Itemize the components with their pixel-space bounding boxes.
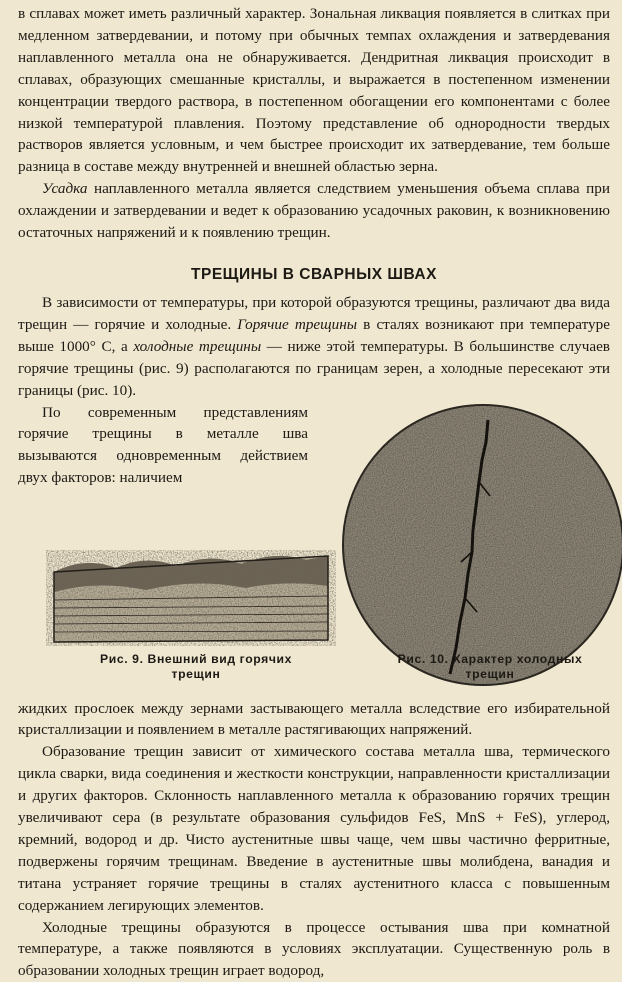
paragraph-cracks-intro — [18, 292, 610, 402]
paragraph-crack-factors: Образование трещин зависит от химического состава металла шва, термического цикла сварки, вида соединения и жесткости конструкции, направленности кристаллизации и других факторов. Склонность наплавленного металла к образованию горячих трещин увеличивают сера (в результате образования сульфидов FeS, MnS + FeS), углерод, кремний, водород и др. Чисто аустенитные швы чаще, чем швы частично ферритные, подвержены горячим трещинам. Введение в аустенитные швы молибдена, ванадия и титана устраняет горячие трещины в сталях аустенитного класса с повышенным содержанием легирующих элементов. — [18, 743, 610, 914]
paragraph-liquid-layers: жидких прослоек между зернами застывающего металла вследствие его избирательной кристаллизации и появлением в металле растягивающих напряжений. — [18, 699, 610, 739]
figure-9-caption-line-2: трещин — [171, 666, 221, 681]
figure-9-caption — [46, 652, 346, 682]
cracks-intro-text-3: — ниже этой температуры. В большинстве случаев горячие трещины (рис. 9) располагаются по границам зерен, а холодные пересекают эти границы (рис. 10). — [18, 337, 610, 399]
paragraph-cold-cracks: Холодные трещины образуются в процессе остывания шва при комнатной температуре, а также появляются в условиях эксплуатации. Существенную роль в образовании холодных трещин играет водород, — [18, 918, 610, 980]
shrinkage-text: наплавленного металла является следствием уменьшения объема сплава при охлаждении и затвердевании и ведет к образованию усадочных раковин, к возникновению остаточных напряжений и к появлению трещин. — [18, 180, 610, 242]
figures-block — [18, 402, 610, 692]
cracks-intro-text-1: В зависимости от температуры, при которой образуются трещины, различают два вида трещин — горячие и холодные. — [18, 293, 610, 333]
term-cold-cracks: холодные трещины — [133, 337, 262, 355]
paragraph-liquation: в сплавах может иметь различный характер. Зональная ликвация появляется в слитках при медленном затвердевании, и потому при обычных темпах охлаждения и затвердевания наплавленного металла она не обнаруживается. Дендритная ликвация происходит в сплавах, образующих смешанные кристаллы, и выражается в постепенном изменении концентрации твердого раствора, в постепенном обогащении его компонентами с более низкой температурой плавления. Поэтому представление об однородности твердых растворов является условным, и чем быстрее происходит их затвердевание, тем больше разница в составе между внутренней и внешней областью зерна. — [18, 5, 610, 176]
figure-10-caption — [340, 652, 622, 682]
figure-10-caption-line-2: трещин — [465, 666, 515, 681]
section-heading: ТРЕЩИНЫ В СВАРНЫХ ШВАХ — [191, 265, 437, 283]
figure-10-caption-line-1: Рис. 10. Характер холодных — [397, 651, 583, 666]
figure-10-cold-cracks-micrograph — [340, 402, 622, 688]
cracks-intro-text-2: в сталях возникают при температуре выше 1000° С, а — [18, 315, 610, 355]
paragraph-shrinkage — [18, 178, 610, 244]
term-shrinkage: Усадка — [42, 180, 88, 198]
figure-9-hot-cracks-weld — [46, 550, 336, 646]
figure-9-caption-line-1: Рис. 9. Внешний вид горячих — [100, 651, 292, 666]
term-hot-cracks: Горячие трещины — [237, 315, 358, 333]
paragraph-wrap: По современным представлениям горячие трещины в металле шва вызываются одновременным действием двух факторов: наличием — [18, 403, 308, 487]
